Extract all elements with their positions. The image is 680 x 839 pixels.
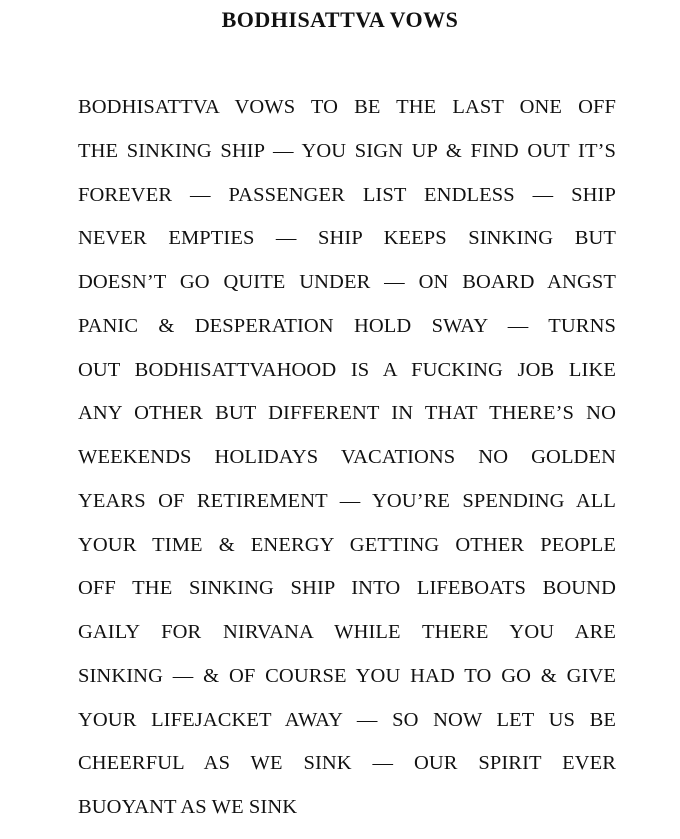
poem-line: DOESN’T GO QUITE UNDER — ON BOARD ANGST: [78, 271, 616, 293]
poem-line: THE SINKING SHIP — YOU SIGN UP & FIND OUT IT’S: [78, 139, 616, 162]
poem-line: OUT BODHISATTVAHOOD IS A FUCKING JOB LIKE: [78, 358, 616, 381]
poem-line: BODHISATTVA VOWS TO BE THE LAST ONE OFF: [78, 96, 616, 118]
poem-line: NEVER EMPTIES — SHIP KEEPS SINKING BUT: [78, 227, 616, 250]
poem-line: OFF THE SINKING SHIP INTO LIFEBOATS BOUND: [78, 577, 616, 600]
poem-line: WEEKENDS HOLIDAYS VACATIONS NO GOLDEN: [78, 446, 616, 468]
poem-line-last: BUOYANT AS WE SINK: [78, 796, 298, 818]
poem-line: FOREVER — PASSENGER LIST ENDLESS — SHIP: [78, 183, 616, 206]
page-title: BODHISATTVA VOWS: [221, 7, 459, 32]
poem-line: PANIC & DESPERATION HOLD SWAY — TURNS: [78, 314, 616, 337]
poem-line: YEARS OF RETIREMENT — YOU’RE SPENDING ALL: [78, 489, 616, 512]
poem-line: ANY OTHER BUT DIFFERENT IN THAT THERE’S NO: [78, 402, 616, 425]
poem-line: GAILY FOR NIRVANA WHILE THERE YOU ARE: [78, 621, 616, 643]
poem-line: CHEERFUL AS WE SINK — OUR SPIRIT EVER: [78, 752, 616, 775]
poem-line: YOUR LIFEJACKET AWAY — SO NOW LET US BE: [78, 708, 616, 731]
poem-line: SINKING — & OF COURSE YOU HAD TO GO & GIVE: [78, 664, 616, 687]
poem-body: [78, 93, 616, 837]
poem-line: YOUR TIME & ENERGY GETTING OTHER PEOPLE: [78, 533, 616, 556]
